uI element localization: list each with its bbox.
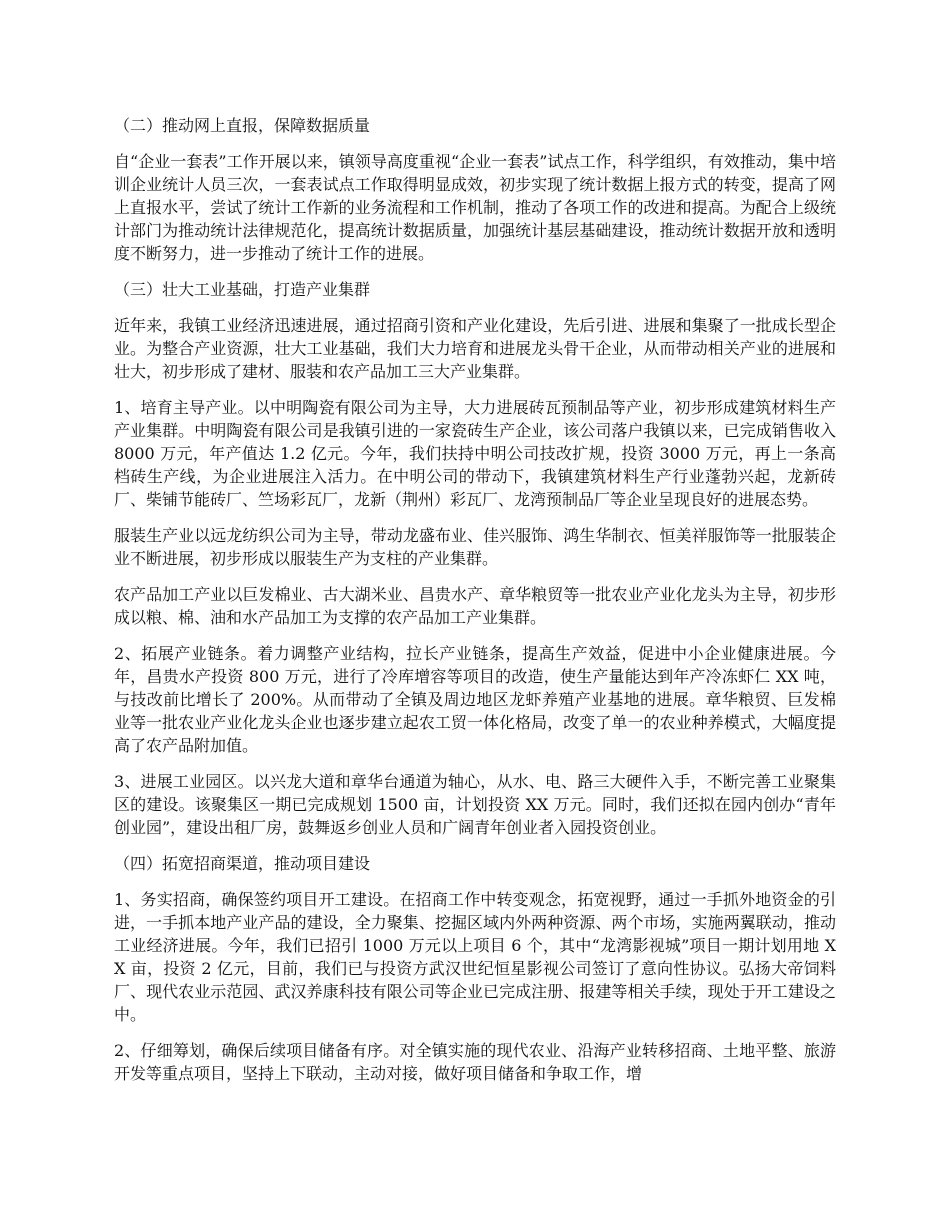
- paragraph-enterprise-report: 自“企业一套表”工作开展以来，镇领导高度重视“企业一套表”试点工作，科学组织，有效推动，集中培训企业统计人员三次，一套表试点工作取得明显成效，初步实现了统计数据上报方式的转变，提高了网上直报水平，尝试了统计工作新的业务流程和工作机制，推动了各项工作的改进和提高。为配合上级统计部门为推动统计法律规范化，提高统计数据质量，加强统计基层基础建设，推动统计数据开放和透明度不断努力，进一步推动了统计工作的进展。: [114, 152, 836, 263]
- paragraph-leading-industry: 1、培育主导产业。以中明陶瓷有限公司为主导，大力进展砖瓦预制品等产业，初步形成建筑材料生产产业集群。中明陶瓷有限公司是我镇引进的一家瓷砖生产企业，该公司落户我镇以来，已完成销售收入 8000 万元，年产值达 1.2 亿元。今年，我们扶持中明公司技改扩规，投资 3000 万元，再上一条高档砖生产线，为企业进展注入活力。在中明公司的带动下，我镇建筑材料生产行业蓬勃兴起，龙新砖厂、柴铺节能砖厂、竺场彩瓦厂，龙新（荆州）彩瓦厂、龙湾预制品厂等企业呈现良好的进展态势。: [114, 398, 836, 509]
- section-heading-4: （四）拓宽招商渠道，推动项目建设: [114, 854, 371, 873]
- paragraph-project-reserve: 2、仔细筹划，确保后续项目储备有序。对全镇实施的现代农业、沿海产业转移招商、土地平整、旅游开发等重点项目，坚持上下联动，主动对接，做好项目储备和争取工作，增: [114, 1041, 836, 1083]
- paragraph-garment-industry: 服装生产业以远龙纺织公司为主导，带动龙盛布业、佳兴服饰、鸿生华制衣、恒美祥服饰等一批服装企业不断进展，初步形成以服装生产为支柱的产业集群。: [114, 526, 836, 568]
- paragraph-industry-intro: 近年来，我镇工业经济迅速进展，通过招商引资和产业化建设，先后引进、进展和集聚了一批成长型企业。为整合产业资源，壮大工业基础，我们大力培育和进展龙头骨干企业，从而带动相关产业的进展和壮大，初步形成了建材、服装和农产品加工三大产业集群。: [114, 316, 836, 381]
- paragraph-industry-chain: 2、拓展产业链条。着力调整产业结构，拉长产业链条，提高生产效益，促进中小企业健康进展。今年，昌贵水产投资 800 万元，进行了冷库增容等项目的改造，使生产量能达到年产冷冻虾仁 XX 吨，与技改前比增长了 200%。从而带动了全镇及周边地区龙虾养殖产业基地的进展。章华粮贸、巨发棉业等一批农业产业化龙头企业也逐步建立起农工贸一体化格局，改变了单一的农业种养模式，大幅度提高了农产品附加值。: [114, 644, 836, 755]
- section-heading-2: （二）推动网上直报，保障数据质量: [114, 116, 371, 135]
- section-heading-3: （三）壮大工业基础，打造产业集群: [114, 280, 371, 299]
- paragraph-agri-processing: 农产品加工产业以巨发棉业、古大湖米业、昌贵水产、章华粮贸等一批农业产业化龙头为主导，初步形成以粮、棉、油和水产品加工为支撑的农产品加工产业集群。: [114, 585, 836, 627]
- paragraph-investment: 1、务实招商，确保签约项目开工建设。在招商工作中转变观念，拓宽视野，通过一手抓外地资金的引进，一手抓本地产业产品的建设，全力聚集、挖掘区域内外两种资源、两个市场，实施两翼联动，推动工业经济进展。今年，我们已招引 1000 万元以上项目 6 个，其中“龙湾影视城”项目一期计划用地 XX 亩，投资 2 亿元，目前，我们已与投资方武汉世纪恒星影视公司签订了意向性协议。弘扬大帝饲料厂、现代农业示范园、武汉养康科技有限公司等企业已完成注册、报建等相关手续，现处于开工建设之中。: [114, 890, 836, 1024]
- paragraph-industrial-park: 3、进展工业园区。以兴龙大道和章华台通道为轴心，从水、电、路三大硬件入手，不断完善工业聚集区的建设。该聚集区一期已完成规划 1500 亩，计划投资 XX 万元。同时，我们还拟在园内创办“青年创业园”，建设出租厂房，鼓舞返乡创业人员和广阔青年创业者入园投资创业。: [114, 772, 836, 837]
